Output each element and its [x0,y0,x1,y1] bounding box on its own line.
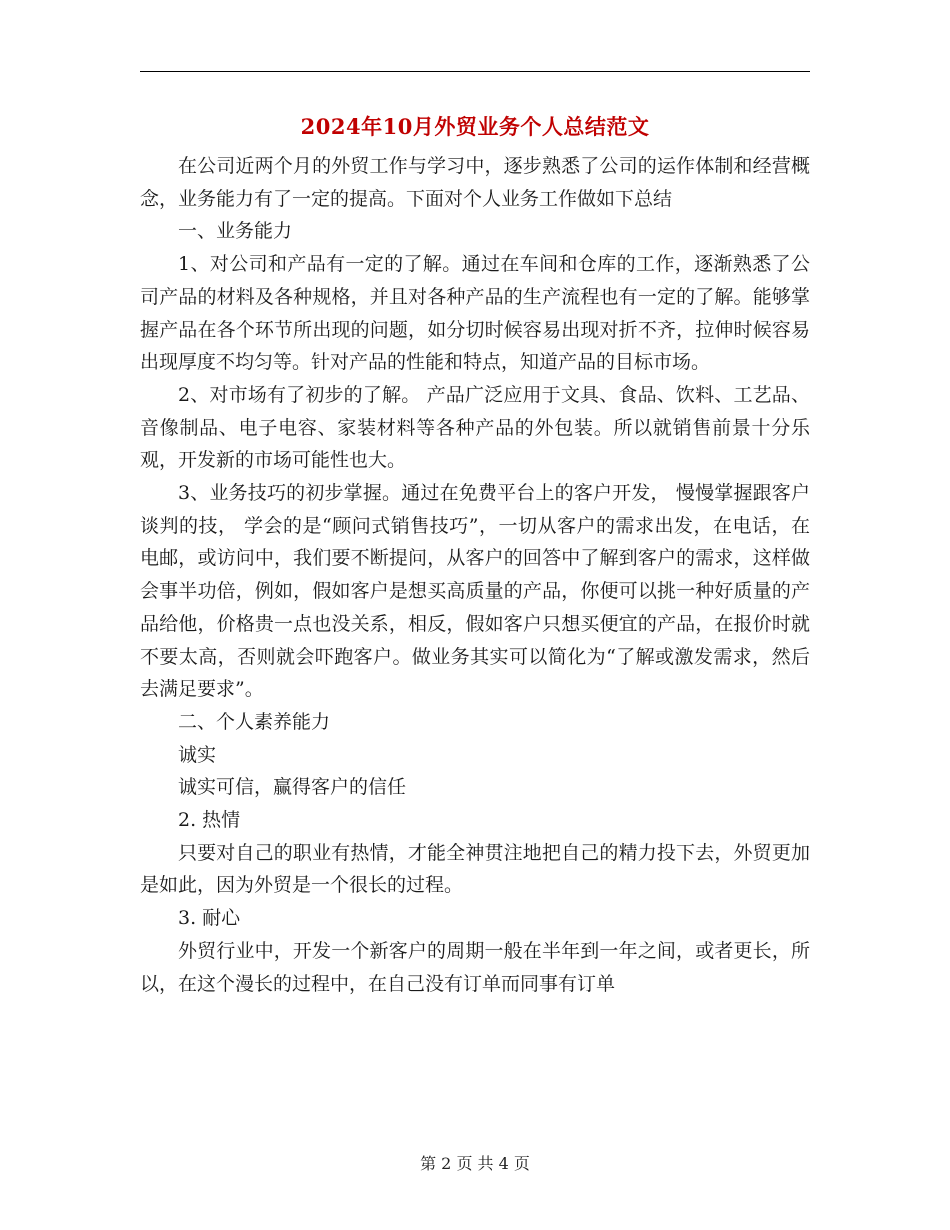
paragraph-company-product: 1、对公司和产品有一定的了解。通过在车间和仓库的工作，逐渐熟悉了公司产品的材料及各种规格，并且对各种产品的生产流程也有一定的了解。能够掌握产品在各个环节所出现的问题，如分切时候容易出现对折不齐，拉伸时候容易出现厚度不均匀等。针对产品的性能和特点，知道产品的目标市场。 [140,253,810,374]
paragraph-honesty: 诚实可信，赢得客户的信任 [178,776,407,799]
document-body [140,150,810,1000]
document-title: 2024年10月外贸业务个人总结范文 [300,114,650,139]
header-rule [140,71,810,72]
page-footer: 第 2 页 共 4 页 [420,1154,530,1173]
section-heading-business-ability: 一、业务能力 [178,220,293,243]
section-heading-personal-quality: 二、个人素养能力 [178,710,331,733]
subheading-enthusiasm: 2. 热情 [178,809,241,832]
paragraph-enthusiasm: 只要对自己的职业有热情，才能全神贯注地把自己的精力投下去，外贸更加是如此，因为外贸是一个很长的过程。 [140,841,810,897]
paragraph-patience: 外贸行业中，开发一个新客户的周期一般在半年到一年之间，或者更长，所以，在这个漫长的过程中，在自己没有订单而同事有订单 [140,939,810,995]
subheading-honesty: 诚实 [178,743,217,766]
paragraph-intro: 在公司近两个月的外贸工作与学习中，逐步熟悉了公司的运作体制和经营概念，业务能力有了一定的提高。下面对个人业务工作做如下总结 [140,155,810,210]
paragraph-market: 2、对市场有了初步的了解。 产品广泛应用于文具、食品、饮料、工艺品、音像制品、电子电容、家装材料等各种产品的外包装。所以就销售前景十分乐观，开发新的市场可能性也大。 [140,383,810,472]
subheading-patience: 3. 耐心 [178,907,241,930]
paragraph-skills: 3、业务技巧的初步掌握。通过在免费平台上的客户开发， 慢慢掌握跟客户谈判的技， 学会的是“顾问式销售技巧”，一切从客户的需求出发，在电话，在电邮，或访问中，我们要不断提问，从客户的回答中了解到客户的需求，这样做会事半功倍，例如，假如客户是想买高质量的产品，你便可以挑一种好质量的产品给他，价格贵一点也没关系，相反，假如客户只想买便宜的产品，在报价时就不要太高，否则就会吓跑客户。做业务其实可以简化为“了解或激发需求，然后去满足要求”。 [140,482,810,701]
